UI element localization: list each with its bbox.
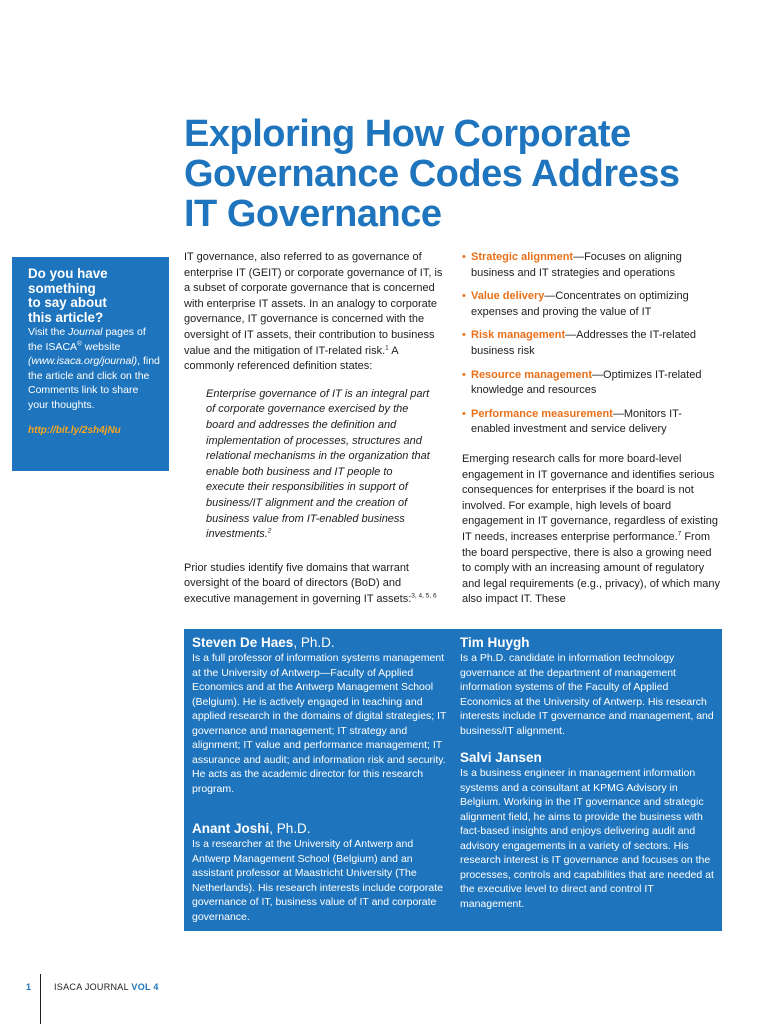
quote-text: Enterprise governance of IT is an integral part of corporate governance exercised by the board and addresses the definition and implementation of processes, structures and relational mechanisms in the organization that enable both business and IT people to execute their responsibilities in support of business/IT alignment and the creation of business value from IT-enabled business investments. — [206, 387, 430, 541]
short-link[interactable]: http://bit.ly/2sh4jNu — [28, 425, 121, 436]
bullet-dot-icon: • — [462, 368, 466, 381]
author-bio-text: Is a full professor of information systems management at the University of Antwerp—Faculty of Applied Economics and at the Antwerp Management School (Belgium). He is actively engaged in teaching and applied research in the domains of digital strategies; IT governance and management; IT strategy and alignment; IT value and performance management; IT assurance and audit; and information risk and security. He acts as the academic director for this research program. — [192, 652, 447, 795]
page-number: 1 — [26, 982, 32, 992]
callout-journal: Journal — [68, 326, 103, 338]
journal-name: ISACA JOURNAL — [54, 982, 132, 992]
journal-footer — [54, 982, 159, 992]
footnote-ref: 2 — [267, 527, 272, 535]
author-name — [192, 821, 450, 837]
bullet-term: Value delivery — [471, 290, 545, 303]
callout-text: website — [84, 340, 121, 353]
author-name: Tim Huygh — [460, 635, 530, 650]
author-bio-text: Is a researcher at the University of Antwerp and Antwerp Management School (Belgium) and an assistant professor at Maastricht University (The Netherlands). His research interests include corporate governance of IT, business value of IT and corporate governance. — [192, 838, 443, 923]
author-degree: , Ph.D. — [293, 635, 335, 650]
bullet-text: —Addresses the IT-related business risk — [471, 329, 696, 357]
author-name-text: Steven De Haes — [192, 635, 294, 650]
bullet-dot-icon: • — [462, 407, 466, 420]
author-name: Salvi Jansen — [460, 750, 542, 765]
title-line: Governance Codes Address — [184, 153, 680, 195]
callout-url-link[interactable]: (www.isaca.org/journal) — [28, 355, 138, 367]
callout-text: Visit the — [28, 326, 69, 338]
callout-heading-line: to say about — [28, 295, 107, 310]
paragraph-text: From the board perspective, there is also a growing need to comply with an increasing amount of regulatory and legal requirements (e.g., privacy), of which many also impact IT. These — [462, 530, 721, 606]
callout-heading-line: something — [28, 280, 96, 296]
callout-heading — [28, 267, 161, 325]
author-bio — [192, 821, 450, 924]
paragraph — [184, 250, 444, 375]
paragraph-text: IT governance, also referred to as governance of enterprise IT (GEIT) or corporate governance of IT, is a subset of corporate governance that is concerned with enterprise IT assets. In an analogy to corporate governance, IT governance is concerned with the oversight of IT assets, their contribution to business value and the mitigation of IT-related risk. — [184, 251, 443, 357]
domain-bullet — [462, 407, 720, 438]
title-line: Exploring How Corporate — [184, 113, 631, 155]
callout-text: , find the article and click on the Comments link to share your thoughts. — [28, 355, 160, 411]
bullet-text: —Concentrates on optimizing expenses and proving the value of IT — [471, 290, 689, 318]
bullet-dot-icon: • — [462, 329, 466, 342]
callout-heading-line: Do you have — [28, 266, 108, 281]
callout-text: pages of the ISACA — [28, 326, 146, 353]
footnote-ref: 1 — [385, 343, 389, 351]
domain-bullet — [462, 250, 720, 281]
bullet-text: —Focuses on aligning business and IT strategies and operations — [471, 251, 682, 279]
paragraph-text: Prior studies identify five domains that warrant oversight of the board of directors (BoD) and executive management in governing IT assets: — [184, 561, 412, 605]
bullet-text: —Optimizes IT-related knowledge and resources — [471, 368, 702, 397]
bullet-term: Performance measurement — [471, 407, 613, 420]
domain-bullet — [462, 289, 720, 320]
paragraph — [184, 561, 444, 608]
domain-bullet — [462, 368, 720, 399]
author-degree: , Ph.D. — [269, 821, 311, 836]
author-name-text: Anant Joshi — [192, 821, 270, 836]
author-bio — [460, 750, 718, 911]
article-column-right — [462, 250, 720, 608]
bullet-text: —Monitors IT-enabled investment and service delivery — [471, 407, 682, 436]
footer-divider — [40, 974, 41, 1024]
author-bio — [192, 635, 450, 796]
author-bio — [460, 635, 718, 738]
callout-body — [28, 325, 161, 412]
bullet-term: Strategic alignment — [471, 251, 574, 263]
bullet-dot-icon: • — [462, 290, 466, 303]
paragraph — [462, 452, 720, 608]
footnote-ref: 3, 4, 5, 6 — [411, 592, 437, 600]
article-title — [184, 114, 754, 234]
article-column-left — [184, 250, 444, 607]
callout-heading-line: this article? — [28, 309, 104, 325]
bullet-dot-icon: • — [462, 251, 466, 263]
author-bios-box — [184, 629, 722, 931]
title-line: IT Governance — [184, 193, 442, 235]
author-bio-text: Is a Ph.D. candidate in information technology governance at the department of management information systems of the Faculty of Applied Economics at the University of Antwerp. His research interests include IT governance and management, and business/IT alignment. — [460, 652, 714, 737]
author-name — [192, 635, 450, 651]
comment-callout — [12, 257, 169, 471]
author-bio-text: Is a business engineer in management information systems and a consultant at KPMG Advisory in Belgium. Working in the IT governance and strategic alignment field, he aims to provide the business with fact-based insights and enjoys delivering audit and advisory engagements in a variety of sectors. His research interest is IT governance and focuses on the processes, controls and capabilities that are needed at the executive level to direct and control IT management. — [460, 767, 714, 910]
bullet-term: Risk management — [471, 329, 566, 342]
footnote-ref: 7 — [677, 530, 682, 538]
domain-bullet — [462, 328, 720, 359]
paragraph-text: Emerging research calls for more board-level engagement in IT governance and identifies serious consequences for enterprises if the board is not involved. For example, high levels of board engagement in IT governance, regardless of existing IT needs, increases enterprise performance. — [462, 452, 719, 543]
definition-quote — [206, 387, 434, 543]
bullet-term: Resource management — [471, 368, 593, 381]
paragraph-text: A commonly referenced definition states: — [184, 344, 398, 373]
registered-mark: ® — [77, 340, 82, 347]
journal-volume: VOL 4 — [131, 982, 159, 992]
